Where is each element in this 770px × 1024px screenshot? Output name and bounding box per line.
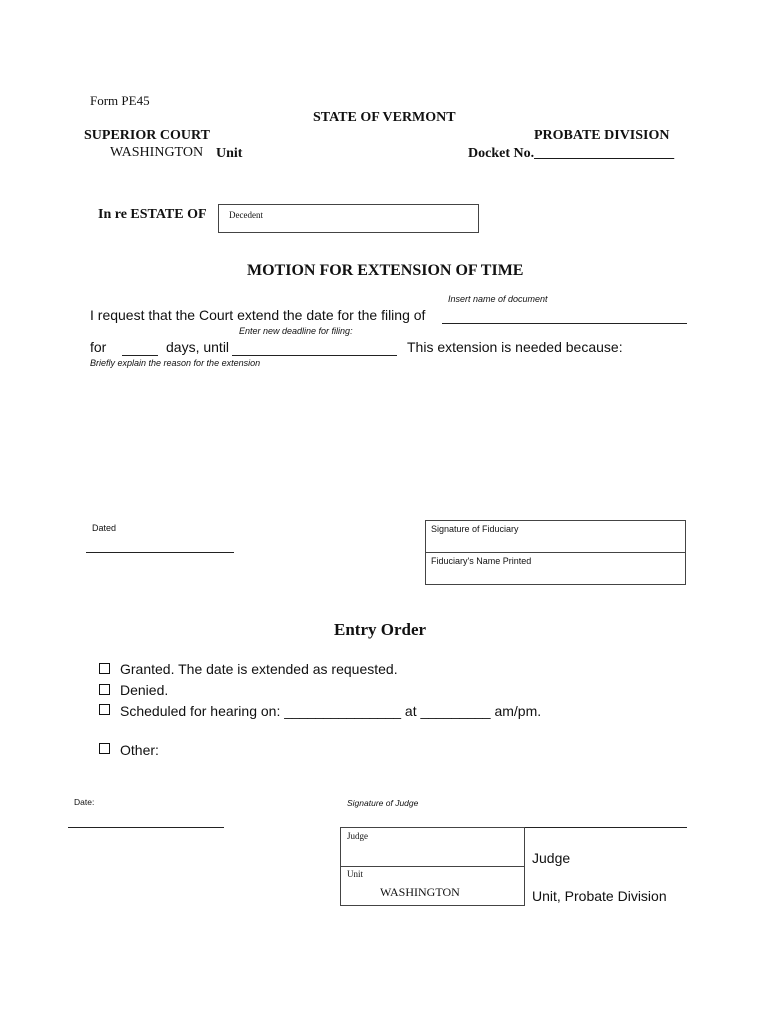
date-label: Date: (74, 797, 95, 807)
document-name-field[interactable] (442, 323, 687, 324)
days-until-label: days, until (166, 339, 230, 355)
state-title: STATE OF VERMONT (313, 110, 456, 125)
reason-text-area[interactable] (88, 372, 686, 502)
unit-probate-division-text: Unit, Probate Division (532, 888, 667, 904)
scheduled-checkbox[interactable] (99, 704, 110, 715)
extension-needed-text: This extension is needed because: (407, 339, 623, 355)
document-name-hint: Insert name of document (448, 294, 548, 304)
other-label: Other: (120, 742, 159, 758)
judge-signature-label: Signature of Judge (347, 798, 419, 808)
fiduciary-name-label: Fiduciary's Name Printed (431, 556, 532, 566)
reason-hint: Briefly explain the reason for the extension (90, 358, 261, 368)
unit-label: Unit (216, 146, 243, 161)
deadline-hint: Enter new deadline for filing: (239, 326, 353, 336)
scheduled-label: Scheduled for hearing on: _______________ at _________ am/pm. (120, 703, 542, 719)
judge-text: Judge (532, 850, 571, 866)
other-checkbox[interactable] (99, 743, 110, 754)
estate-label: In re ESTATE OF (98, 207, 207, 222)
entry-order-title: Entry Order (334, 620, 427, 639)
denied-checkbox[interactable] (99, 684, 110, 695)
motion-title: MOTION FOR EXTENSION OF TIME (247, 262, 524, 279)
unit-value[interactable]: WASHINGTON (110, 145, 204, 160)
unit-field-value: WASHINGTON (380, 885, 460, 899)
dated-field[interactable] (86, 552, 234, 553)
division-name: PROBATE DIVISION (534, 128, 670, 143)
docket-number-field[interactable]: Docket No.____________________ (468, 146, 675, 161)
judge-field-label: Judge (347, 831, 368, 841)
request-text: I request that the Court extend the date for the filing of (90, 307, 426, 323)
judge-field[interactable] (340, 827, 525, 867)
dated-label: Dated (92, 523, 117, 533)
form-id: Form PE45 (90, 93, 150, 108)
days-field[interactable] (122, 355, 158, 356)
granted-checkbox[interactable] (99, 663, 110, 674)
new-deadline-field[interactable] (232, 355, 397, 356)
decedent-placeholder: Decedent (229, 210, 263, 220)
court-name: SUPERIOR COURT (84, 128, 210, 143)
fiduciary-name-field[interactable] (425, 552, 686, 585)
order-date-field[interactable] (68, 827, 224, 828)
granted-label: Granted. The date is extended as requested. (120, 661, 398, 677)
denied-label: Denied. (120, 682, 169, 698)
decedent-field[interactable] (218, 204, 479, 233)
fiduciary-signature-field[interactable] (425, 520, 686, 553)
fiduciary-signature-label: Signature of Fiduciary (431, 524, 519, 534)
for-label: for (90, 339, 107, 355)
unit-field-label: Unit (347, 869, 364, 879)
unit-field[interactable] (340, 866, 525, 906)
